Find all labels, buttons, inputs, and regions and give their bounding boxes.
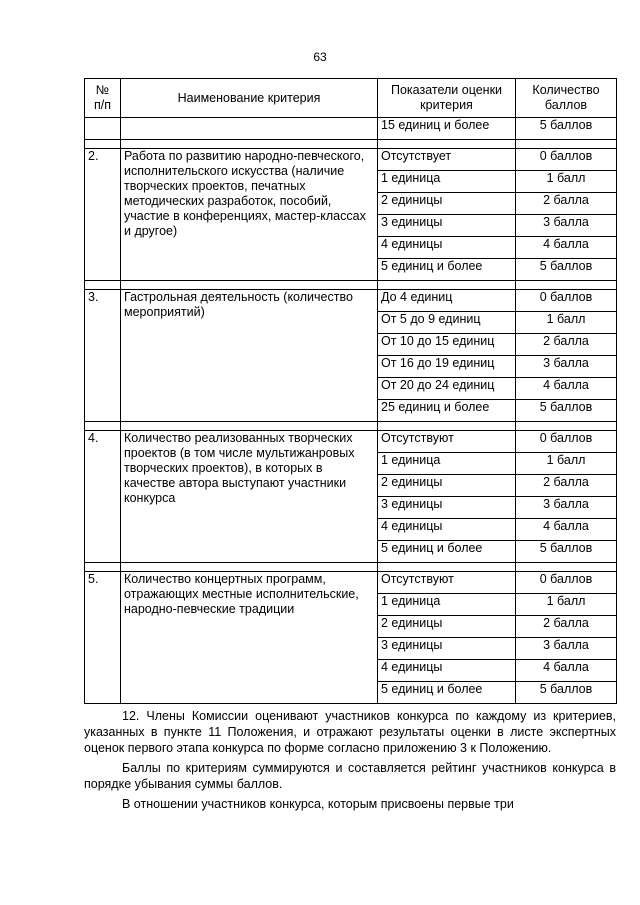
separator-cell [378, 563, 516, 572]
cell-indicator: 4 единицы [378, 519, 516, 541]
separator-cell [378, 422, 516, 431]
criterion-name: Количество концертных программ, отражающих местные исполнительские, народно-певческие традиции [121, 572, 378, 704]
cell-indicator: От 10 до 15 единиц [378, 334, 516, 356]
paragraph: В отношении участников конкурса, которым присвоены первые три [122, 797, 514, 811]
cell-indicator: 4 единицы [378, 237, 516, 259]
separator-cell [378, 140, 516, 149]
criteria-table [84, 78, 617, 704]
body-text [84, 708, 616, 816]
cell-indicator: 2 единицы [378, 616, 516, 638]
cell-indicator: 1 единица [378, 453, 516, 475]
separator-cell [85, 281, 121, 290]
cell-points: 5 баллов [516, 118, 617, 140]
separator-cell [516, 563, 617, 572]
cell-indicator: 3 единицы [378, 638, 516, 660]
criterion-number: 4. [85, 431, 121, 563]
cell-points: 4 балла [516, 660, 617, 682]
cell-indicator: 5 единиц и более [378, 259, 516, 281]
criterion-number: 5. [85, 572, 121, 704]
header-num: № п/п [85, 79, 121, 118]
cell-points: 0 баллов [516, 149, 617, 171]
cell-indicator: 3 единицы [378, 215, 516, 237]
cell-points: 1 балл [516, 312, 617, 334]
table-body [85, 118, 617, 704]
criterion-number: 2. [85, 149, 121, 281]
cell-points: 5 баллов [516, 259, 617, 281]
paragraph: 12. Члены Комиссии оценивают участников конкурса по каждому из критериев, указанных в пункте 11 Положения, и отражают результаты оценки в листе экспертных оценок первого этапа конкурса по форме согласно приложению 3 к Положению. [84, 709, 616, 755]
cell-points: 5 баллов [516, 400, 617, 422]
separator-cell [516, 140, 617, 149]
cell-points: 3 балла [516, 215, 617, 237]
cell-num [85, 118, 121, 140]
table-row [85, 290, 617, 312]
separator-cell [85, 422, 121, 431]
cell-indicator: 4 единицы [378, 660, 516, 682]
separator-cell [121, 422, 378, 431]
table-row [85, 572, 617, 594]
table-separator-row [85, 563, 617, 572]
cell-indicator: 15 единиц и более [378, 118, 516, 140]
cell-indicator: 5 единиц и более [378, 682, 516, 704]
cell-indicator: Отсутствуют [378, 572, 516, 594]
cell-points: 4 балла [516, 519, 617, 541]
separator-cell [85, 563, 121, 572]
cell-points: 5 баллов [516, 541, 617, 563]
cell-indicator: 2 единицы [378, 193, 516, 215]
cell-indicator: Отсутствуют [378, 431, 516, 453]
table-separator-row [85, 281, 617, 290]
cell-points: 3 балла [516, 638, 617, 660]
header-name: Наименование критерия [121, 79, 378, 118]
cell-points: 4 балла [516, 378, 617, 400]
separator-cell [121, 140, 378, 149]
cell-points: 2 балла [516, 475, 617, 497]
separator-cell [516, 281, 617, 290]
separator-cell [121, 563, 378, 572]
table-row-continuation [85, 118, 617, 140]
cell-points: 0 баллов [516, 572, 617, 594]
cell-indicator: Отсутствует [378, 149, 516, 171]
cell-indicator: 2 единицы [378, 475, 516, 497]
header-indicator: Показатели оценки критерия [378, 79, 516, 118]
table-row [85, 149, 617, 171]
paragraph: Баллы по критериям суммируются и составляется рейтинг участников конкурса в порядке убывания суммы баллов. [84, 761, 616, 791]
criterion-number: 3. [85, 290, 121, 422]
cell-points: 2 балла [516, 334, 617, 356]
cell-name [121, 118, 378, 140]
cell-points: 3 балла [516, 356, 617, 378]
cell-points: 1 балл [516, 453, 617, 475]
separator-cell [121, 281, 378, 290]
table-separator-row [85, 140, 617, 149]
cell-indicator: От 20 до 24 единиц [378, 378, 516, 400]
separator-cell [378, 281, 516, 290]
cell-indicator: От 16 до 19 единиц [378, 356, 516, 378]
cell-points: 1 балл [516, 594, 617, 616]
table-separator-row [85, 422, 617, 431]
cell-indicator: От 5 до 9 единиц [378, 312, 516, 334]
cell-indicator: 1 единица [378, 594, 516, 616]
cell-indicator: 25 единиц и более [378, 400, 516, 422]
criterion-name: Количество реализованных творческих проектов (в том числе мультижанровых творческих проектов), в которых в качестве автора выступают участники конкурса [121, 431, 378, 563]
cell-points: 2 балла [516, 616, 617, 638]
cell-points: 2 балла [516, 193, 617, 215]
cell-points: 5 баллов [516, 682, 617, 704]
cell-points: 0 баллов [516, 290, 617, 312]
cell-indicator: 3 единицы [378, 497, 516, 519]
cell-indicator: 1 единица [378, 171, 516, 193]
separator-cell [85, 140, 121, 149]
header-points: Количество баллов [516, 79, 617, 118]
table-header-row [85, 79, 617, 118]
cell-points: 0 баллов [516, 431, 617, 453]
cell-points: 4 балла [516, 237, 617, 259]
cell-points: 1 балл [516, 171, 617, 193]
cell-indicator: 5 единиц и более [378, 541, 516, 563]
criterion-name: Работа по развитию народно-певческого, исполнительского искусства (наличие творческих проектов, печатных методических разработок, пособий, участие в конференциях, мастер-классах и другое) [121, 149, 378, 281]
separator-cell [516, 422, 617, 431]
criterion-name: Гастрольная деятельность (количество мероприятий) [121, 290, 378, 422]
cell-points: 3 балла [516, 497, 617, 519]
page-number: 63 [313, 50, 327, 64]
table-row [85, 431, 617, 453]
cell-indicator: До 4 единиц [378, 290, 516, 312]
